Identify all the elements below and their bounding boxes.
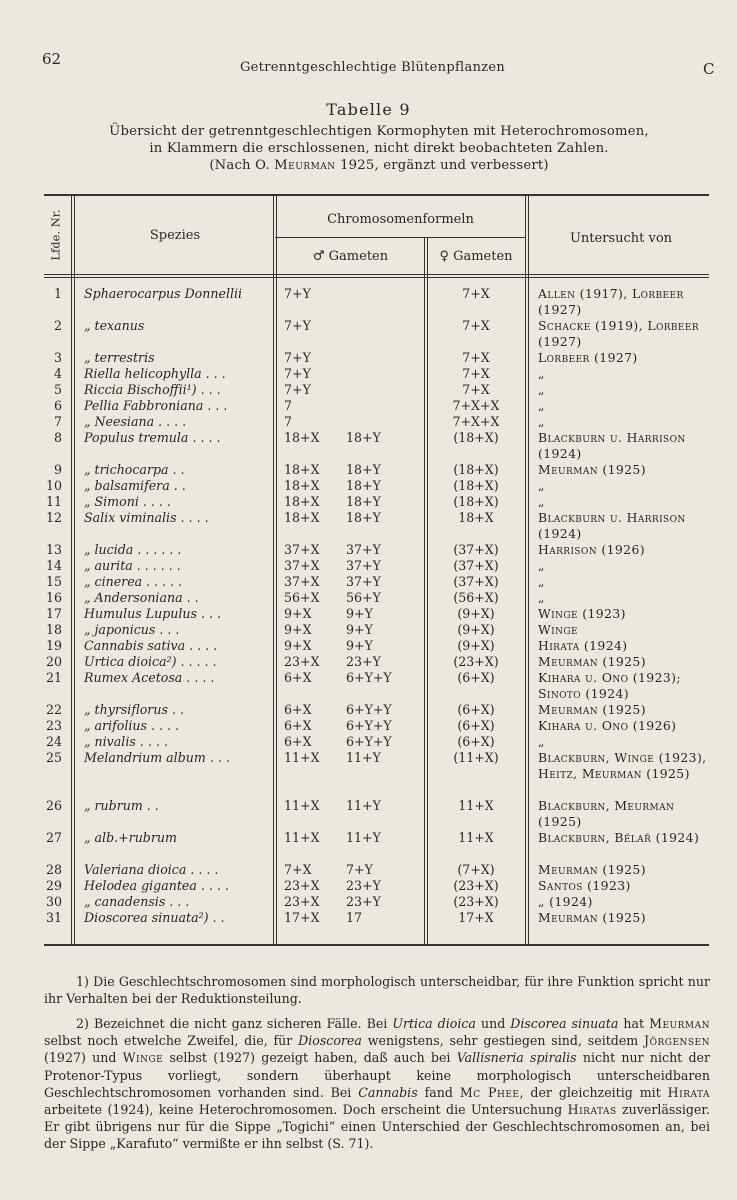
examined-by: Meurman (1925) (538, 862, 646, 877)
male-formula-x: 17+X (284, 910, 320, 925)
examined-by: Meurman (1925) (538, 462, 646, 477)
row-number: 17 (45, 606, 62, 621)
row-number: 25 (45, 750, 62, 765)
male-formula-y: 9+Y (346, 622, 373, 637)
examined-by: Winge (538, 622, 578, 637)
footnote-1: 1) Die Geschlechtschromosomen sind morphologisch unterscheidbar, für ihre Funktion spricht nur ihr Verhalten bei der Reduktionsteilung. (44, 974, 710, 1007)
species-name: „ balsamifera . . (84, 478, 186, 493)
male-formula-y: 37+Y (346, 574, 381, 589)
male-formula-y: 23+Y (346, 878, 381, 893)
male-formula-y: 7+Y (346, 862, 373, 877)
male-formula-x: 37+X (284, 558, 320, 573)
female-formula: (23+X) (453, 894, 499, 909)
species-name: „ arifolius . . . . (84, 718, 179, 733)
female-formula: (37+X) (453, 558, 499, 573)
female-formula: (18+X) (453, 462, 499, 477)
female-formula: (9+X) (457, 606, 495, 621)
examined-by: Blackburn u. Harrison (1924) (538, 510, 686, 541)
female-formula: (6+X) (457, 702, 495, 717)
table-title: Tabelle 9 (326, 100, 411, 119)
female-formula: 11+X (458, 798, 494, 813)
row-number: 6 (53, 398, 62, 413)
species-name: „ terrestris (84, 350, 155, 365)
row-number: 27 (45, 830, 62, 845)
row-number: 4 (53, 366, 62, 381)
male-formula-y: 11+Y (346, 798, 381, 813)
species-name: Dioscorea sinuata²) . . (84, 910, 225, 925)
examined-by: „ (538, 414, 545, 429)
male-formula-x: 7 (284, 414, 293, 429)
row-number: 16 (45, 590, 62, 605)
row-number: 12 (45, 510, 62, 525)
examined-by: Blackburn, Winge (1923), Heitz, Meurman (1925) (538, 750, 707, 781)
female-formula: (23+X) (453, 654, 499, 669)
species-name: „ Neesiana . . . . (84, 414, 187, 429)
examined-by: „ (538, 590, 545, 605)
male-formula-y: 6+Y+Y (346, 702, 392, 717)
female-formula: 7+X (462, 350, 490, 365)
header-male-gametes: ♂ Gameten (312, 249, 389, 264)
male-formula-x: 7+Y (284, 286, 311, 301)
species-name: Riella helicophylla . . . (84, 366, 226, 381)
examined-by: Blackburn, Meurman (1925) (538, 798, 675, 829)
examined-by: Hirata (1924) (538, 638, 628, 653)
female-formula: (18+X) (453, 494, 499, 509)
male-formula-x: 7+Y (284, 318, 311, 333)
female-formula: (18+X) (453, 430, 499, 445)
row-number: 3 (53, 350, 62, 365)
male-formula-y: 17 (346, 910, 363, 925)
examined-by: „ (538, 574, 545, 589)
female-formula: 7+X (462, 318, 490, 333)
examined-by: Harrison (1926) (538, 542, 645, 557)
male-formula-x: 37+X (284, 574, 320, 589)
species-name: „ thyrsiflorus . . (84, 702, 184, 717)
female-formula: 18+X (458, 510, 494, 525)
male-formula-x: 7+Y (284, 382, 311, 397)
species-name: Salix viminalis . . . . (84, 510, 209, 525)
female-formula: 7+X+X (452, 414, 500, 429)
male-formula-y: 23+Y (346, 654, 381, 669)
species-name: „ alb.+rubrum (84, 830, 177, 845)
male-formula-x: 6+X (284, 718, 312, 733)
female-formula: (18+X) (453, 478, 499, 493)
species-name: Melandrium album . . . (84, 750, 230, 765)
row-number: 28 (45, 862, 62, 877)
female-formula: (9+X) (457, 638, 495, 653)
male-formula-x: 18+X (284, 478, 320, 493)
male-formula-x: 6+X (284, 702, 312, 717)
male-formula-x: 6+X (284, 670, 312, 685)
row-number: 19 (45, 638, 62, 653)
male-formula-x: 18+X (284, 462, 320, 477)
male-formula-x: 11+X (284, 750, 320, 765)
row-number: 14 (45, 558, 62, 573)
species-name: „ trichocarpa . . (84, 462, 185, 477)
species-name: „ japonicus . . . (84, 622, 180, 637)
male-formula-y: 6+Y+Y (346, 734, 392, 749)
species-name: „ nivalis . . . . (84, 734, 168, 749)
male-formula-y: 37+Y (346, 542, 381, 557)
header-formulas: Chromosomenformeln (327, 212, 474, 227)
species-name: „ cinerea . . . . . (84, 574, 183, 589)
row-number: 9 (53, 462, 62, 477)
row-number: 20 (45, 654, 62, 669)
female-formula: (7+X) (457, 862, 495, 877)
male-formula-x: 7+Y (284, 350, 311, 365)
male-formula-y: 56+Y (346, 590, 381, 605)
female-formula: 7+X (462, 366, 490, 381)
male-formula-y: 37+Y (346, 558, 381, 573)
female-formula: (6+X) (457, 734, 495, 749)
row-number: 18 (45, 622, 62, 637)
female-formula: 17+X (458, 910, 494, 925)
male-formula-x: 6+X (284, 734, 312, 749)
male-formula-x: 9+X (284, 638, 312, 653)
male-formula-x: 18+X (284, 430, 320, 445)
table-source: (Nach O. Meurman 1925, ergänzt und verbessert) (209, 158, 549, 173)
examined-by: Schacke (1919), Lorbeer (1927) (538, 318, 700, 349)
header-female-gametes: ♀ Gameten (439, 249, 513, 264)
male-formula-x: 7+X (284, 862, 312, 877)
row-number: 8 (53, 430, 62, 445)
male-formula-y: 18+Y (346, 494, 381, 509)
male-formula-y: 9+Y (346, 638, 373, 653)
row-number: 29 (45, 878, 62, 893)
female-formula: (23+X) (453, 878, 499, 893)
row-number: 11 (45, 494, 62, 509)
male-formula-y: 18+Y (346, 462, 381, 477)
examined-by: Kihara u. Ono (1923); Sinoto (1924) (538, 670, 681, 701)
female-formula: 7+X (462, 286, 490, 301)
examined-by: „ (538, 398, 545, 413)
header-examined-by: Untersucht von (569, 231, 673, 246)
species-name: „ texanus (84, 318, 145, 333)
running-title: Getrenntgeschlechtige Blütenpflanzen (240, 60, 506, 75)
species-name: Valeriana dioica . . . . (84, 862, 219, 877)
species-name: Sphaerocarpus Donnellii (84, 286, 243, 301)
male-formula-x: 7 (284, 398, 293, 413)
row-number: 22 (45, 702, 62, 717)
examined-by: Kihara u. Ono (1926) (538, 718, 677, 733)
row-number: 13 (45, 542, 62, 557)
species-name: „ canadensis . . . (84, 894, 190, 909)
row-number: 5 (53, 382, 62, 397)
subtitle-line-2: in Klammern die erschlossenen, nicht direkt beobachteten Zahlen. (149, 141, 609, 156)
male-formula-y: 18+Y (346, 478, 381, 493)
subtitle-line-1: Übersicht der getrenntgeschlechtigen Kormophyten mit Heterochromosomen, (109, 124, 649, 139)
header-lfd-nr: Lfde. Nr. (48, 209, 63, 261)
male-formula-y: 6+Y+Y (346, 718, 392, 733)
male-formula-y: 23+Y (346, 894, 381, 909)
female-formula: (9+X) (457, 622, 495, 637)
examined-by: Meurman (1925) (538, 654, 646, 669)
examined-by: Santos (1923) (538, 878, 631, 893)
species-name: Riccia Bischoffii¹) . . . (84, 382, 221, 397)
species-name: „ aurita . . . . . . (84, 558, 181, 573)
male-formula-y: 18+Y (346, 510, 381, 525)
examined-by: „ (538, 366, 545, 381)
row-number: 1 (53, 286, 62, 301)
row-number: 31 (45, 910, 62, 925)
male-formula-y: 11+Y (346, 750, 381, 765)
species-name: Rumex Acetosa . . . . (84, 670, 215, 685)
male-formula-x: 18+X (284, 510, 320, 525)
examined-by: Winge (1923) (538, 606, 626, 621)
row-number: 15 (45, 574, 62, 589)
male-formula-x: 18+X (284, 494, 320, 509)
examined-by: „ (1924) (538, 894, 593, 909)
male-formula-y: 18+Y (346, 430, 381, 445)
footnote-2: 2) Bezeichnet die nicht ganz sicheren Fälle. Bei Urtica dioica und Discorea sinuata hat Meurman selbst noch etwelche Zweifel, die, für Dioscorea wenigstens, sehr gestiegen sind, seitdem Jörgensen (1927) und Winge selbst (1927) gezeigt haben, daß auch bei Vallisneria spiralis nicht nur nicht der Protenor-Typus vorliegt, sondern überhaupt keine morphologisch unterscheidbaren Geschlechtschromosomen vorhanden sind. Bei Cannabis fand Mc Phee, der gleichzeitig mit Hirata arbeitete (1924), keine Heterochromosomen. Doch erscheint die Untersuchung Hiratas zuverlässiger. Er gibt übrigens nur für die Sippe „Togichi“ einen Unterschied der Geschlechtschromosomen an, bei der Sippe „Karafuto“ vermißte er ihn selbst (S. 71). (44, 1016, 711, 1152)
male-formula-x: 9+X (284, 622, 312, 637)
male-formula-x: 23+X (284, 878, 320, 893)
species-name: Populus tremula . . . . (84, 430, 221, 445)
male-formula-x: 7+Y (284, 366, 311, 381)
species-name: Cannabis sativa . . . . (84, 638, 218, 653)
species-name: Pellia Fabbroniana . . . (84, 398, 228, 413)
female-formula: (6+X) (457, 670, 495, 685)
examined-by: Meurman (1925) (538, 910, 646, 925)
male-formula-x: 11+X (284, 798, 320, 813)
examined-by: Meurman (1925) (538, 702, 646, 717)
species-name: Helodea gigantea . . . . (84, 878, 229, 893)
species-name: „ lucida . . . . . . (84, 542, 182, 557)
examined-by: Lorbeer (1927) (538, 350, 638, 365)
female-formula: (37+X) (453, 542, 499, 557)
male-formula-y: 11+Y (346, 830, 381, 845)
examined-by: Blackburn, Bělař (1924) (538, 830, 700, 845)
female-formula: (37+X) (453, 574, 499, 589)
female-formula: (11+X) (453, 750, 499, 765)
species-name: „ Andersoniana . . (84, 590, 199, 605)
examined-by: „ (538, 478, 545, 493)
male-formula-x: 11+X (284, 830, 320, 845)
row-number: 30 (45, 894, 62, 909)
section-letter: C (703, 60, 715, 78)
male-formula-x: 37+X (284, 542, 320, 557)
examined-by: „ (538, 382, 545, 397)
header-species: Spezies (149, 228, 201, 243)
female-formula: (56+X) (453, 590, 499, 605)
examined-by: Blackburn u. Harrison (1924) (538, 430, 686, 461)
species-name: Urtica dioica²) . . . . . (84, 654, 217, 669)
examined-by: Allen (1917), Lorbeer (1927) (538, 286, 684, 317)
row-number: 7 (53, 414, 62, 429)
male-formula-x: 9+X (284, 606, 312, 621)
species-name: „ Simoni . . . . (84, 494, 171, 509)
female-formula: 7+X (462, 382, 490, 397)
male-formula-x: 56+X (284, 590, 320, 605)
species-name: Humulus Lupulus . . . (84, 606, 222, 621)
row-number: 10 (45, 478, 62, 493)
female-formula: 11+X (458, 830, 494, 845)
species-name: „ rubrum . . (84, 798, 159, 813)
examined-by: „ (538, 734, 545, 749)
row-number: 24 (45, 734, 62, 749)
male-formula-y: 9+Y (346, 606, 373, 621)
female-formula: 7+X+X (452, 398, 500, 413)
male-formula-x: 23+X (284, 894, 320, 909)
examined-by: „ (538, 558, 545, 573)
row-number: 2 (53, 318, 62, 333)
row-number: 23 (45, 718, 62, 733)
male-formula-y: 6+Y+Y (346, 670, 392, 685)
male-formula-x: 23+X (284, 654, 320, 669)
page-number: 62 (42, 50, 62, 68)
examined-by: „ (538, 494, 545, 509)
female-formula: (6+X) (457, 718, 495, 733)
row-number: 26 (45, 798, 62, 813)
row-number: 21 (45, 670, 62, 685)
